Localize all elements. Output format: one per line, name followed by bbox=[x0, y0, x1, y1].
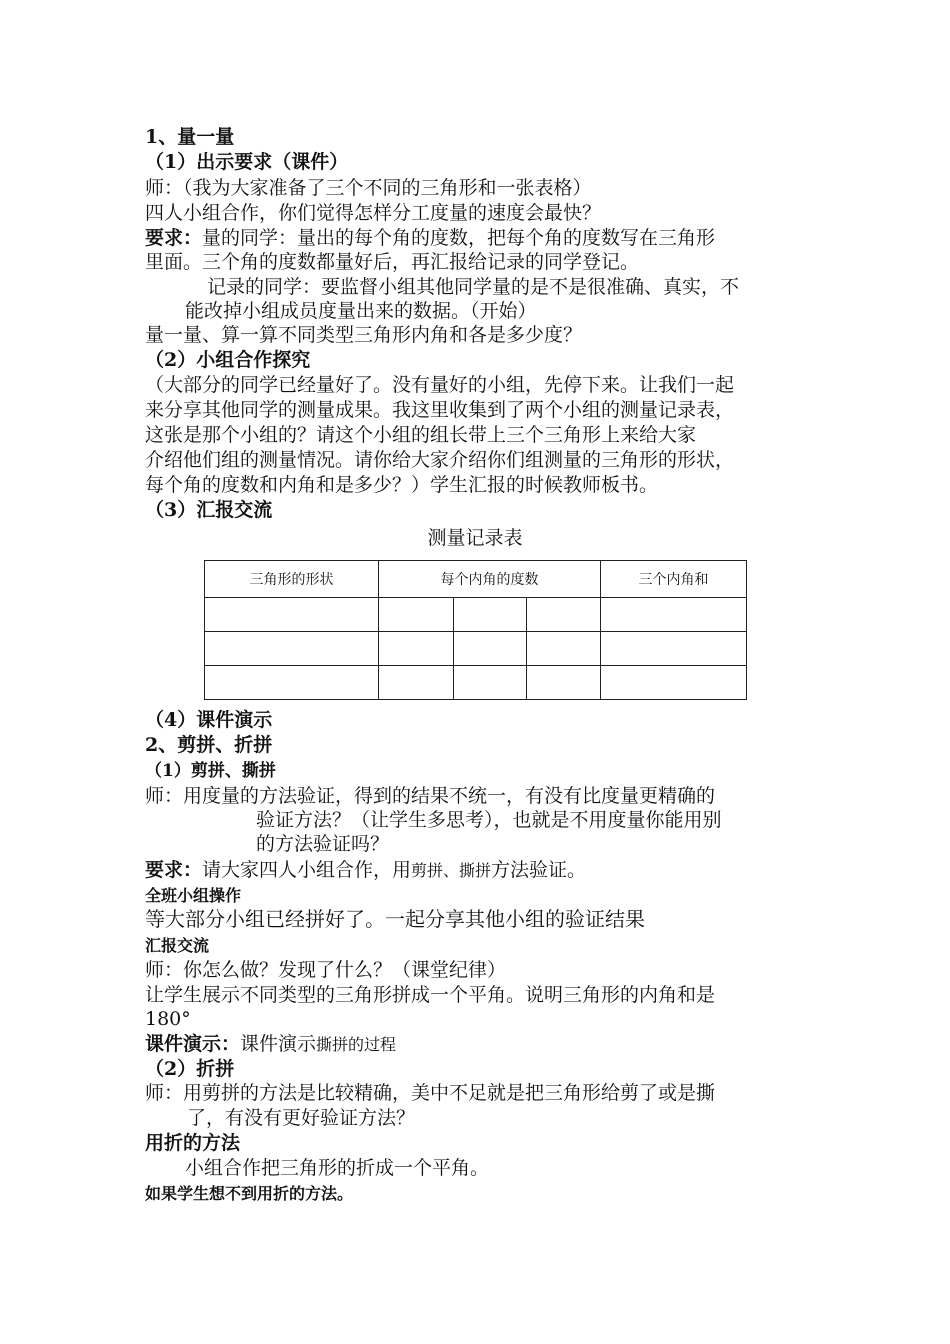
teacher-line: 师：（我为大家准备了三个不同的三角形和一张表格） bbox=[145, 177, 592, 199]
last-line: 如果学生想不到用折的方法。 bbox=[145, 1184, 354, 1203]
heading-cut-fold: 2、剪拼、折拼 bbox=[145, 734, 273, 756]
fold-text: 小组合作把三角形的折成一个平角。 bbox=[185, 1157, 490, 1179]
paragraph-line: （大部分的同学已经量好了。没有量好的小组，先停下来。让我们一起 bbox=[145, 374, 735, 396]
measurement-table bbox=[204, 560, 747, 700]
paragraph-line: 每个角的度数和内角和是多少？）学生汇报的时候教师板书。 bbox=[145, 474, 659, 496]
demo-text-a: 课件演示 bbox=[240, 1033, 317, 1055]
requirement-text-c: 方法验证。 bbox=[491, 859, 587, 881]
table-row bbox=[205, 666, 747, 700]
teacher-line-cont: 验证方法？（让学生多思考），也就是不用度量你能用别 bbox=[256, 809, 722, 831]
subheading-cut-tear: （1）剪拼、撕拼 bbox=[145, 761, 276, 781]
table-cell bbox=[601, 666, 747, 700]
table-cell bbox=[601, 598, 747, 632]
table-cell bbox=[205, 598, 379, 632]
table-cell bbox=[601, 632, 747, 666]
requirement-text-a: 请大家四人小组合作，用 bbox=[202, 859, 412, 881]
table-cell bbox=[527, 666, 601, 700]
subheading-fold: （2）折拼 bbox=[145, 1058, 235, 1080]
header-angles: 每个内角的度数 bbox=[379, 561, 601, 598]
table-row bbox=[205, 598, 747, 632]
table-cell bbox=[454, 666, 527, 700]
table-cell bbox=[454, 632, 527, 666]
requirement-text: 量的同学：量出的每个角的度数，把每个角的度数写在三角形 bbox=[202, 227, 716, 249]
fold-heading: 用折的方法 bbox=[145, 1132, 241, 1154]
requirement-line-2 bbox=[145, 858, 586, 883]
table-cell bbox=[527, 598, 601, 632]
header-sum: 三个内角和 bbox=[601, 561, 747, 598]
class-operation: 全班小组操作 bbox=[145, 886, 242, 905]
report-heading: 汇报交流 bbox=[145, 936, 210, 955]
requirement-label: 要求： bbox=[145, 227, 203, 249]
table-cell bbox=[379, 666, 454, 700]
demo-label: 课件演示： bbox=[145, 1033, 241, 1055]
heading-measure: 1、量一量 bbox=[145, 126, 235, 148]
share-line: 等大部分小组已经拼好了。一起分享其他小组的验证结果 bbox=[145, 907, 645, 931]
subheading-courseware: （4）课件演示 bbox=[145, 709, 273, 731]
teacher-line: 师：用度量的方法验证，得到的结果不统一，有没有比度量更精确的 bbox=[145, 785, 716, 807]
table-cell bbox=[527, 632, 601, 666]
teacher-line-cont: 了，有没有更好验证方法？ bbox=[187, 1107, 416, 1129]
demo-line bbox=[145, 1032, 396, 1057]
requirement-label-2: 要求： bbox=[145, 859, 203, 881]
text-line: 四人小组合作，你们觉得怎样分工度量的速度会最快？ bbox=[145, 202, 602, 224]
teacher-line-cont: 的方法验证吗？ bbox=[256, 833, 390, 855]
subheading-requirements: （1）出示要求（课件） bbox=[145, 151, 349, 173]
teacher-line: 师：用剪拼的方法是比较精确，美中不足就是把三角形给剪了或是撕 bbox=[145, 1082, 716, 1104]
header-shape: 三角形的形状 bbox=[205, 561, 379, 598]
table-header-row bbox=[205, 561, 747, 598]
paragraph-line: 这张是那个小组的？请这个小组的组长带上三个三角形上来给大家 bbox=[145, 424, 697, 446]
paragraph-line: 来分享其他同学的测量成果。我这里收集到了两个小组的测量记录表， bbox=[145, 399, 735, 421]
requirement-text-b: 剪拼、撕拼 bbox=[411, 861, 492, 880]
show-line: 让学生展示不同类型的三角形拼成一个平角。说明三角形的内角和是 bbox=[145, 984, 716, 1006]
table-cell bbox=[379, 632, 454, 666]
subheading-group-explore: （2）小组合作探究 bbox=[145, 349, 311, 371]
table-row bbox=[205, 632, 747, 666]
table-title: 测量记录表 bbox=[427, 527, 523, 549]
subheading-report: （3）汇报交流 bbox=[145, 499, 273, 521]
show-line-cont: 180° bbox=[145, 1008, 191, 1030]
text-line: 量一量、算一算不同类型三角形内角和各是多少度？ bbox=[145, 324, 583, 346]
table-cell bbox=[205, 666, 379, 700]
recorder-line-2: 能改掉小组成员度量出来的数据。（开始） bbox=[185, 300, 537, 322]
recorder-line-1: 记录的同学：要监督小组其他同学量的是不是很准确、真实，不 bbox=[207, 276, 740, 298]
table-cell bbox=[205, 632, 379, 666]
table-cell bbox=[454, 598, 527, 632]
paragraph-line: 介绍他们组的测量情况。请你给大家介绍你们组测量的三角形的形状， bbox=[145, 449, 735, 471]
teacher-question: 师：你怎么做？发现了什么？（课堂纪律） bbox=[145, 959, 507, 981]
requirement-line bbox=[145, 226, 715, 250]
requirement-continued: 里面。三个角的度数都量好后，再汇报给记录的同学登记。 bbox=[145, 251, 640, 273]
demo-text-b: 撕拼的过程 bbox=[316, 1035, 397, 1054]
table-cell bbox=[379, 598, 454, 632]
